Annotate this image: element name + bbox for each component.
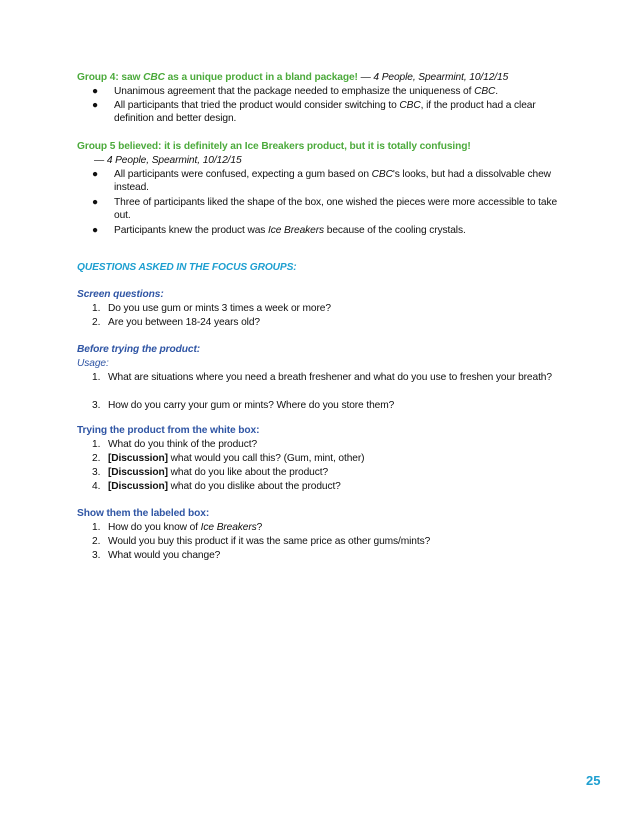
labeled-box-heading: Show them the labeled box: — [77, 508, 210, 519]
list-item: 2. Would you buy this product if it was the same price as other gums/mints? — [92, 536, 431, 547]
group4-section — [77, 71, 567, 129]
group4-meta: — 4 People, Spearmint, 10/12/15 — [357, 72, 509, 83]
list-item: ● All participants were confused, expecting a gum based on CBC's looks, but had a dissolvable chew instead. — [92, 169, 551, 193]
before-trying-heading: Before trying the product: — [77, 344, 201, 355]
page-number: 25 — [586, 773, 601, 788]
list-item: 4. [Discussion] what do you dislike about the product? — [92, 481, 341, 492]
list-item: 2. [Discussion] what would you call this? (Gum, mint, other) — [92, 453, 365, 464]
group5-heading: Group 5 believed: it is definitely an Ice Breakers product, but it is totally confusing! — [77, 141, 471, 152]
screen-questions-section — [77, 288, 567, 330]
list-item: 1. What are situations where you need a breath freshener and what do you use to freshen your breath? — [92, 372, 552, 383]
list-item: 3. What would you change? — [92, 550, 221, 561]
list-item: 3. How do you carry your gum or mints? Where do you store them? — [92, 400, 395, 411]
screen-questions-heading: Screen questions: — [77, 289, 164, 300]
list-item: 1. Do you use gum or mints 3 times a week or more? — [92, 303, 331, 314]
list-item: ● All participants that tried the product would consider switching to CBC, if the product had a clear definition and better design. — [92, 100, 536, 124]
list-item: ● Participants knew the product was Ice Breakers because of the cooling crystals. — [92, 225, 466, 236]
labeled-box-section — [77, 507, 567, 563]
questions-title: QUESTIONS ASKED IN THE FOCUS GROUPS: — [77, 262, 297, 273]
before-trying-section — [77, 343, 567, 413]
list-item: ● Three of participants liked the shape of the box, one wished the pieces were more accessible to take out. — [92, 197, 558, 221]
white-box-heading: Trying the product from the white box: — [77, 425, 260, 436]
list-item: 1. What do you think of the product? — [92, 439, 258, 450]
white-box-section — [77, 424, 567, 494]
group4-heading: Group 4: saw CBC as a unique product in a bland package! — 4 People, Spearmint, 10/12/15 — [77, 72, 509, 83]
usage-subheading: Usage: — [77, 358, 109, 369]
list-item: ● Unanimous agreement that the package needed to emphasize the uniqueness of CBC. — [92, 86, 499, 97]
list-item: 1. How do you know of Ice Breakers? — [92, 522, 263, 533]
list-item: 3. [Discussion] what do you like about the product? — [92, 467, 329, 478]
group5-section — [77, 140, 567, 238]
group5-meta: — 4 People, Spearmint, 10/12/15 — [94, 155, 242, 166]
list-item: 2. Are you between 18-24 years old? — [92, 317, 260, 328]
